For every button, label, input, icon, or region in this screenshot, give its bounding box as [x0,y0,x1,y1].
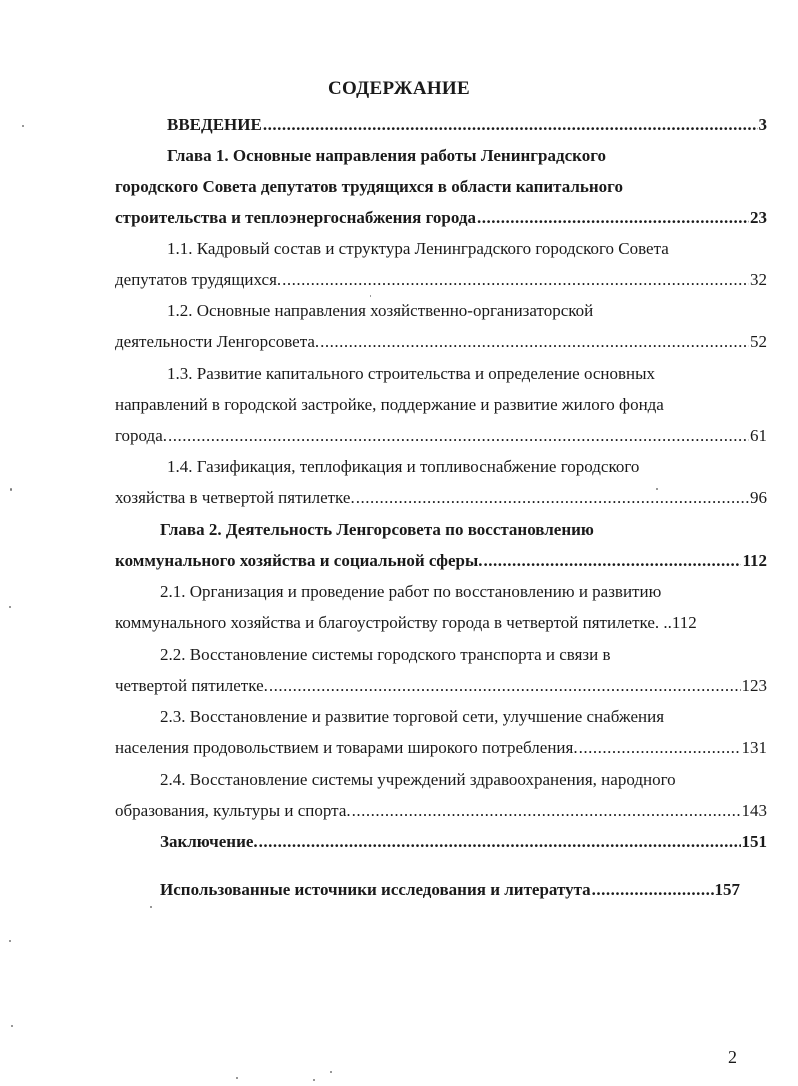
toc-entry-text: депутатов трудящихся. [115,270,282,289]
scan-speck [236,1077,238,1079]
toc-section-1-1-line1: 1.1. Кадровый состав и структура Ленинградского городского Совета [167,239,669,258]
dot-leader [579,737,741,759]
toc-entry-section-2-1 [115,612,767,634]
toc-page-number: 112 [671,613,697,632]
toc-entry-section-2-3 [115,737,767,759]
toc-chapter2-line1: Глава 2. Деятельность Ленгорсовета по восстановлению [160,520,594,539]
dot-leader [477,207,749,229]
toc-page-number: 151 [741,832,767,851]
toc-entry-text: коммунального хозяйства и социальной сферы. [115,551,483,570]
dot-leader [168,425,749,447]
toc-entry-section-1-2 [115,331,767,353]
dot-leader [320,331,749,353]
scan-speck [10,488,12,491]
toc-section-1-4-line1: 1.4. Газификация, теплофикация и топливоснабжение городского [167,457,640,476]
toc-section-2-4-line1: 2.4. Восстановление системы учреждений здравоохранения, народного [160,770,676,789]
toc-entry-section-2-4 [115,800,767,822]
toc-entry-text: деятельности Ленгорсовета. [115,332,320,351]
toc-entry-text: города. [115,426,168,445]
toc-entry-text: ВВЕДЕНИЕ [167,115,262,134]
toc-page-number: 96 [750,488,767,507]
toc-entry-text: Заключение. [160,832,258,851]
toc-chapter1-line1: Глава 1. Основные направления работы Ленинградского [167,146,606,165]
scan-speck [330,1071,332,1073]
toc-entry-text: хозяйства в четвертой пятилетке. [115,488,355,507]
scan-speck [9,940,11,942]
scan-speck [656,488,658,490]
scan-speck [313,1079,315,1081]
toc-entry-section-2-2 [115,675,767,697]
dot-leader [484,550,742,572]
scan-speck [150,906,152,908]
scan-speck [370,295,371,297]
toc-section-2-3-line1: 2.3. Восстановление и развитие торговой сети, улучшение снабжения [160,707,665,726]
toc-page-number: 23 [750,208,767,227]
toc-entry-text: четвертой пятилетке. [115,676,268,695]
dot-leader [263,114,758,136]
toc-entry-section-1-3 [115,425,767,447]
toc-entry-introduction [167,114,767,136]
toc-entry-text: коммунального хозяйства и благоустройству города в четвертой пятилетке. .. [115,613,672,632]
toc-page-number: 32 [750,270,767,289]
toc-page-number: 61 [750,426,767,445]
page-number: 2 [728,1047,737,1067]
dot-leader [269,675,741,697]
toc-section-1-3-line1: 1.3. Развитие капитального строительства и определение основных [167,364,656,383]
toc-page-number: 112 [742,551,767,570]
toc-page-number: 131 [741,738,767,757]
scan-speck [9,606,11,608]
toc-section-1-3-line2: направлений в городской застройке, поддержание и развитие жилого фонда [115,395,664,414]
toc-entry-chapter1 [115,207,767,229]
toc-entry-section-1-4 [115,487,767,509]
scan-speck [22,125,24,127]
toc-title: СОДЕРЖАНИЕ [328,78,470,99]
toc-entry-text: населения продовольствием и товарами широкого потребления. [115,738,578,757]
dot-leader [259,831,741,853]
toc-entry-sources [160,879,740,901]
toc-page-number: 157 [714,880,740,899]
toc-section-2-1-line1: 2.1. Организация и проведение работ по восстановлению и развитию [160,582,662,601]
toc-page-number: 3 [758,115,767,134]
toc-page-number: 123 [741,676,767,695]
toc-entry-text: образования, культуры и спорта. [115,801,351,820]
toc-entry-text: строительства и теплоэнергоснабжения города [115,208,476,227]
toc-page-number: 143 [741,801,767,820]
dot-leader [282,269,749,291]
toc-entry-conclusion [160,831,767,853]
dot-leader [352,800,741,822]
scan-speck [11,1025,13,1027]
toc-entry-section-1-1 [115,269,767,291]
toc-entry-text: Использованные источники исследования и литератута [160,880,591,899]
toc-section-2-2-line1: 2.2. Восстановление системы городского транспорта и связи в [160,645,611,664]
toc-entry-chapter2 [115,550,767,572]
toc-section-1-2-line1: 1.2. Основные направления хозяйственно-организаторской [167,301,594,320]
dot-leader [592,879,714,901]
toc-page-number: 52 [750,332,767,351]
dot-leader [356,487,749,509]
toc-chapter1-line2: городского Совета депутатов трудящихся в области капитального [115,177,623,196]
